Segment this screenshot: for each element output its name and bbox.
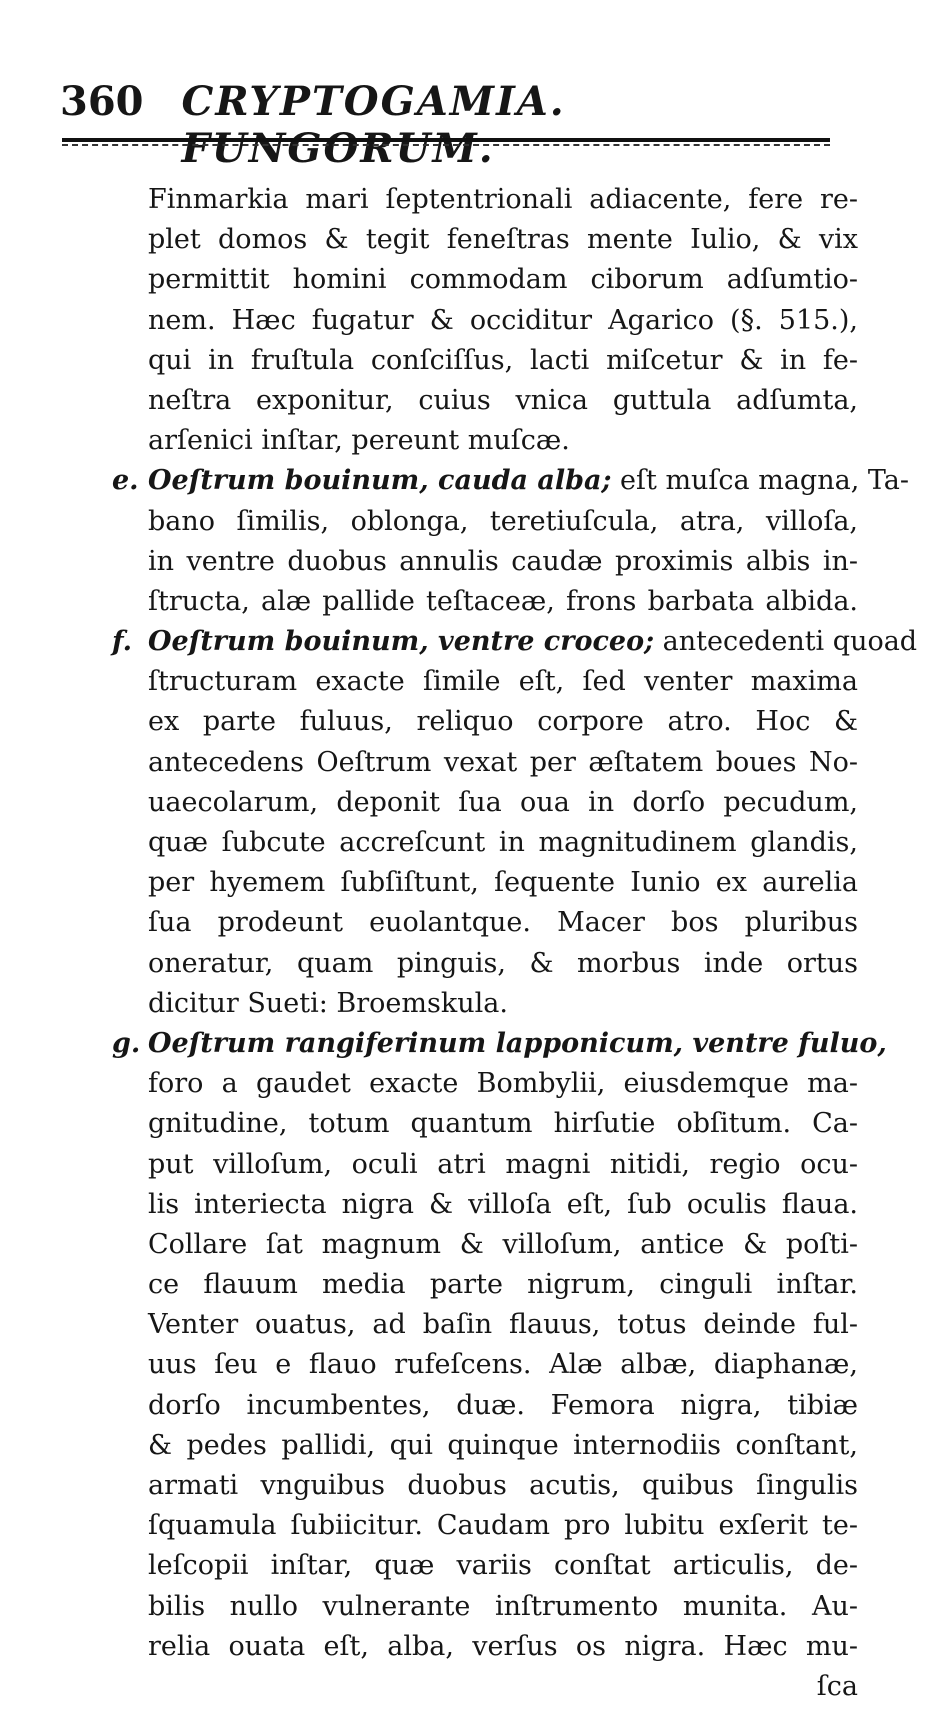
text-line: in ventre duobus annulis caudæ proximis albis in- [148, 545, 858, 577]
header-rule [62, 138, 830, 142]
text-line: neſtra exponitur, cuius vnica guttula adſumta, [148, 384, 858, 416]
entry-marker: g. [112, 1027, 141, 1059]
page-number: 360 [60, 78, 144, 125]
text-line: arſenici inſtar, pereunt muſcæ. [148, 425, 570, 457]
species-name: Oeſtrum rangiferinum lapponicum, ventre fuluo, [148, 1027, 887, 1059]
text-line: ſua prodeunt euolantque. Macer bos pluribus [148, 907, 858, 939]
text-line: Venter ouatus, ad baſin flauus, totus deinde ful- [148, 1309, 858, 1341]
catchword: ſca [816, 1670, 858, 1702]
entry-marker: e. [112, 465, 139, 497]
text-fragment: antecedenti quoad [654, 626, 918, 658]
page-header [60, 78, 820, 172]
text-line: ſtructuram exacte ſimile eſt, ſed venter maxima [148, 666, 858, 698]
text-line: Finmarkia mari ſeptentrionali adiacente, fere re- [148, 184, 858, 215]
text-line: uus ſeu e flauo rufeſcens. Alæ albæ, diaphanæ, [148, 1349, 858, 1381]
text-line: ce flauum media parte nigrum, cinguli inſtar. [148, 1269, 858, 1301]
text-line: quæ ſubcute accreſcunt in magnitudinem glandis, [148, 827, 858, 858]
text-line: Collare ſat magnum & villoſum, antice & poſti- [148, 1228, 858, 1260]
text-line: foro a gaudet exacte Bombylii, eiusdemque ma- [148, 1068, 858, 1100]
entry-marker: f. [112, 626, 133, 658]
text-line: dicitur Sueti: Broemskula. [148, 987, 508, 1019]
text-line: permittit homini commodam ciborum adſumtio- [148, 264, 858, 296]
text-fragment: eſt muſca magna, Ta- [611, 465, 909, 497]
species-name: Oeſtrum bouinum, ventre croceo; [148, 626, 655, 658]
entry-f-heading [112, 622, 918, 662]
text-line: uaecolarum, deponit ſua oua in dorſo pecudum, [148, 786, 858, 818]
body-text [112, 180, 918, 1707]
text-line: dorſo incumbentes, duæ. Femora nigra, tibiæ [148, 1389, 858, 1421]
text-line: ſquamula ſubiicitur. Caudam pro lubitu exſerit te- [148, 1510, 858, 1542]
text-line: & pedes pallidi, qui quinque internodiis conſtant, [148, 1429, 858, 1461]
text-line: plet domos & tegit feneſtras mente Iulio, & vix [148, 224, 858, 256]
text-line: per hyemem ſubſiſtunt, ſequente Iunio ex aurelia [148, 867, 858, 899]
text-line: leſcopii inſtar, quæ variis conſtat articulis, de- [148, 1550, 858, 1582]
text-line: lis interiecta nigra & villoſa eſt, ſub oculis flaua. [148, 1188, 858, 1220]
text-line: gnitudine, totum quantum hirſutie obſitum. Ca- [148, 1108, 858, 1140]
header-rule-dashed [62, 144, 830, 146]
entry-g-heading [112, 1024, 887, 1064]
text-line: qui in fruſtula conſciſſus, lacti miſcetur & in fe- [148, 344, 858, 376]
text-line: oneratur, quam pinguis, & morbus inde ortus [148, 947, 858, 979]
species-name: Oeſtrum bouinum, cauda alba; [148, 465, 612, 497]
text-line: nem. Hæc fugatur & occiditur Agarico (§. 515.), [148, 304, 858, 336]
text-line: bilis nullo vulnerante inſtrumento munita. Au- [148, 1590, 858, 1622]
text-line: ex parte fuluus, reliquo corpore atro. Hoc & [148, 706, 858, 738]
text-line: bano ſimilis, oblonga, teretiuſcula, atra, villoſa, [148, 505, 858, 537]
entry-e-heading [112, 461, 909, 501]
text-line: put villoſum, oculi atri magni nitidi, regio ocu- [148, 1148, 858, 1180]
text-line: relia ouata eſt, alba, verſus os nigra. Hæc mu- [148, 1630, 858, 1662]
text-line: antecedens Oeſtrum vexat per æſtatem boues No- [148, 746, 858, 778]
text-line: ſtructa, alæ pallide teſtaceæ, frons barbata albida. [148, 585, 858, 617]
text-line: armati vnguibus duobus acutis, quibus ſingulis [148, 1470, 858, 1501]
running-title: CRYPTOGAMIA. FUNGORUM. [181, 78, 566, 172]
